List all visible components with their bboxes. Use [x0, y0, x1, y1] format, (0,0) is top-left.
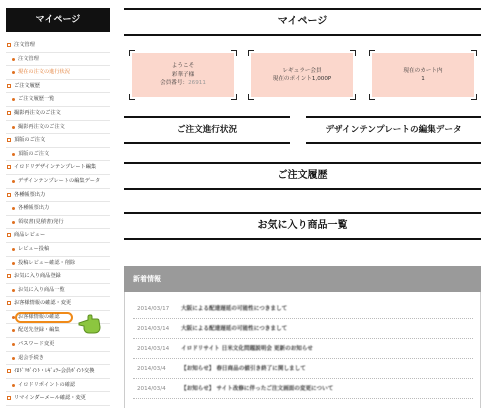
nav-item-withdraw[interactable]: 退会手続き [6, 352, 110, 366]
nav-item-favorites[interactable]: お気に入り商品一覧 [6, 284, 110, 298]
nav-item-review-manage[interactable]: 投稿レビュー確認・削除 [6, 257, 110, 271]
nav-item-receipt[interactable]: 領収書(見積書)発行 [6, 216, 110, 230]
news-item[interactable] [133, 300, 473, 319]
member-name: 彩華子様 [171, 71, 195, 78]
nav-item-reports[interactable]: 各種帳票出力 [6, 202, 110, 216]
news-title[interactable]: 【お知らせ】 春日商品の値引き終了に関しまして [181, 366, 306, 372]
cart-label: 現在のカート内 [403, 67, 443, 74]
template-data-link[interactable]: デザインテンプレートの編集データ [306, 116, 481, 144]
sidebar-title: マイページ [6, 8, 110, 32]
nav-item-order-manage[interactable]: 注文管理 [6, 53, 110, 67]
news-item[interactable] [133, 380, 473, 399]
membership-box [251, 53, 353, 97]
news-date: 2014/03/14 [137, 346, 170, 352]
nav-group-reminder[interactable]: リマインダーメール確認・変更 [6, 392, 110, 406]
current-points: 現在のポイント1,000P [272, 76, 332, 82]
news-date: 2014/03/14 [137, 326, 170, 332]
nav-group-review[interactable]: 商品レビュー [6, 229, 110, 243]
nav-group-reports[interactable]: 各種帳票出力 [6, 189, 110, 203]
news-title[interactable]: 【お知らせ】 サイト改修に伴ったご注文画面の変更について [181, 386, 334, 392]
nav-group-points[interactable]: ｲﾛﾄﾞﾘﾎﾟｲﾝﾄ・ﾚｷﾞｭﾗｰ会員ﾎﾟｲﾝﾄ交換 [6, 365, 110, 379]
news-header: 新着情報 [124, 266, 481, 292]
news-date: 2014/03/4 [137, 366, 166, 372]
order-history-link[interactable]: ご注文履歴 [124, 162, 481, 190]
news-title[interactable]: 大阪による配達遅延の可能性につきまして [181, 326, 288, 332]
nav-item-template-data[interactable]: デザインテンプレートの編集データ [6, 175, 110, 189]
pointing-hand-icon [78, 312, 104, 336]
nav-group-customer[interactable]: お客様情報の確認・変更 [6, 297, 110, 311]
nav-item-order-progress[interactable]: 現在の注文の進行状況 [6, 66, 110, 80]
news-date: 2014/03/4 [137, 386, 166, 392]
nav-group-reshoot[interactable]: 撮影再注文のご注文 [6, 107, 110, 121]
membership-rank: レギュラー会員 [282, 67, 322, 74]
order-status-link[interactable]: ご注文進行状況 [124, 116, 290, 144]
main-content [124, 0, 481, 408]
nav-group-template[interactable]: イロドリデザインテンプレート編集 [6, 161, 110, 175]
nav-group-order[interactable]: 注文管理 [6, 39, 110, 53]
nav-item-reshoot[interactable]: 撮影再注文のご注文 [6, 121, 110, 135]
nav-group-history[interactable]: ご注文履歴 [6, 80, 110, 94]
cart-box[interactable] [372, 53, 474, 97]
news-item[interactable] [133, 340, 473, 359]
news-title[interactable]: 大阪による配達遅延の可能性につきまして [181, 306, 288, 312]
welcome-box [132, 53, 234, 97]
news-title[interactable]: イロドリサイト 日米文化問題説明会 更新のお知らせ [181, 346, 313, 352]
nav-item-history-list[interactable]: ご注文履歴一覧 [6, 93, 110, 107]
news-item[interactable] [133, 360, 473, 379]
favorites-link[interactable]: お気に入り商品一覧 [124, 212, 481, 240]
cart-count: 1 [421, 76, 425, 82]
sidebar-nav [6, 39, 110, 406]
nav-item-points[interactable]: イロドリポイントの確認 [6, 379, 110, 393]
nav-item-plate[interactable]: 頂版のご注文 [6, 148, 110, 162]
news-date: 2014/03/17 [137, 306, 170, 312]
nav-item-review-post[interactable]: レビュー投稿 [6, 243, 110, 257]
page-title: マイページ [124, 8, 481, 36]
nav-item-shipping[interactable]: 配送先登録・編集 [6, 324, 110, 338]
member-number: 26911 [188, 80, 206, 87]
sidebar [0, 0, 112, 408]
nav-group-plate[interactable]: 頂版のご注文 [6, 134, 110, 148]
nav-item-customer-info-label: お客様情報の確認 [18, 313, 60, 320]
welcome-text: ようこそ [171, 63, 195, 70]
news-item[interactable] [133, 320, 473, 339]
member-number-label: 会員番号： [160, 80, 189, 87]
nav-group-favorites[interactable]: お気に入り商品登録 [6, 270, 110, 284]
nav-item-password[interactable]: パスワード変更 [6, 338, 110, 352]
news-list [124, 292, 481, 408]
